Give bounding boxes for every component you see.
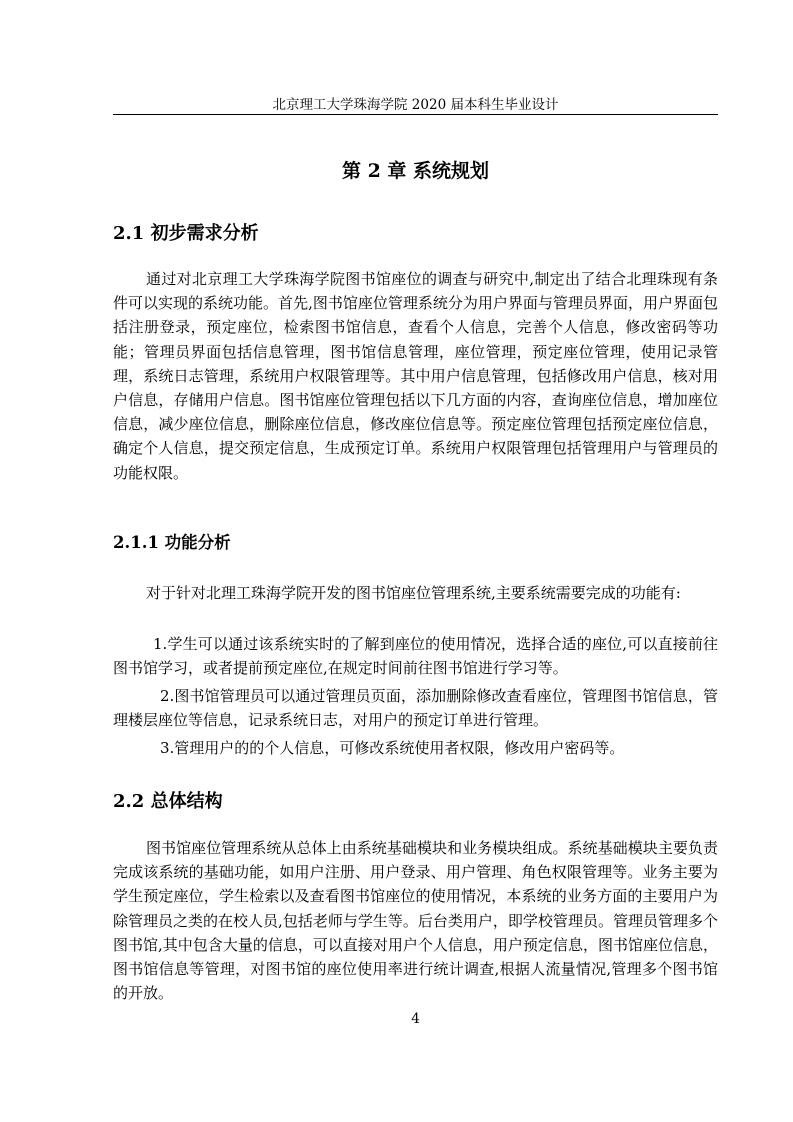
section-2-2-heading: 2.2 总体结构 — [113, 791, 223, 812]
chapter-title: 第 2 章 系统规划 — [341, 160, 490, 182]
function-list-item-1: 1.学生可以通过该系统实时的了解到座位的使用情况，选择合适的座位,可以直接前往图书馆学习，或者提前预定座位,在规定时间前往图书馆进行学习等。 — [113, 635, 718, 678]
section-2-1-1-intro: 对于针对北理工珠海学院开发的图书馆座位管理系统,主要系统需要完成的功能有: — [146, 584, 681, 602]
section-2-1-paragraph: 通过对北京理工大学珠海学院图书馆座位的调查与研究中,制定出了结合北理珠现有条件可以实现的系统功能。首先,图书馆座位管理系统分为用户界面与管理员界面，用户界面包括注册登录，预定座位，检索图书馆信息，查看个人信息，完善个人信息，修改密码等功能；管理员界面包括信息管理，图书馆信息管理，座位管理，预定座位管理，使用记录管理，系统日志管理，系统用户权限管理等。其中用户信息管理，包括修改用户信息，核对用户信息，存储用户信息。图书馆座位管理包括以下几方面的内容，查询座位信息，增加座位信息，减少座位信息，删除座位信息，修改座位信息等。预定座位管理包括预定座位信息，确定个人信息，提交预定信息，生成预定订单。系统用户权限管理包括管理用户与管理员的功能权限。 — [113, 270, 718, 482]
function-list-item-2: 2.图书馆管理员可以通过管理员页面，添加删除修改查看座位，管理图书馆信息，管理楼层座位等信息，记录系统日志，对用户的预定订单进行管理。 — [113, 687, 718, 730]
header-divider — [113, 114, 718, 115]
function-list-item-3: 3.管理用户的的个人信息，可修改系统使用者权限，修改用户密码等。 — [160, 739, 625, 757]
page-number: 4 — [411, 1011, 420, 1027]
section-2-2-paragraph: 图书馆座位管理系统从总体上由系统基础模块和业务模块组成。系统基础模块主要负责完成该系统的基础功能，如用户注册、用户登录、用户管理、角色权限管理等。业务主要为学生预定座位，学生检索以及查看图书馆座位的使用情况，本系统的业务方面的主要用户为除管理员之类的在校人员,包括老师与学生等。后台类用户，即学校管理员。管理员管理多个图书馆,其中包含大量的信息，可以直接对用户个人信息，用户预定信息，图书馆座位信息，图书馆信息等管理，对图书馆的座位使用率进行统计调查,根据人流量情况,管理多个图书馆的开放。 — [113, 839, 718, 1003]
section-2-1-1-heading: 2.1.1 功能分析 — [113, 533, 231, 552]
running-header: 北京理工大学珠海学院 2020 届本科生毕业设计 — [272, 97, 559, 113]
section-2-1-heading: 2.1 初步需求分析 — [113, 223, 259, 244]
